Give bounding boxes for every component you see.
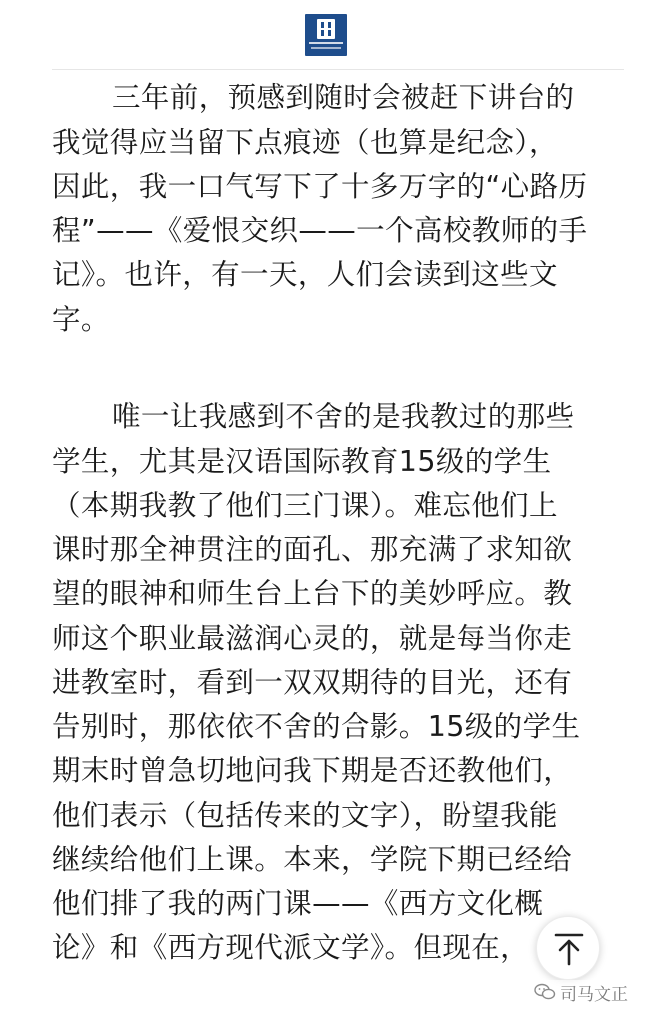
- paragraph-1-line-6: 字。: [52, 303, 110, 336]
- paragraph-2-line-6: 师这个职业最滋润心灵的，就是每当你走: [52, 622, 573, 655]
- paragraph-1-line-3: 因此，我一口气写下了十多万字的“心路历: [52, 170, 588, 203]
- paragraph-2-line-7: 进教室时，看到一双双期待的目光，还有: [52, 666, 573, 699]
- paragraph-2-line-5: 望的眼神和师生台上台下的美妙呼应。教: [52, 577, 573, 610]
- paragraph-2-line-13: 论》和《西方现代派文学》。但现在，: [52, 931, 530, 964]
- author-watermark: [534, 980, 628, 1004]
- paragraph-2-line-2: 学生，尤其是汉语国际教育15级的学生: [52, 445, 552, 478]
- paragraph-2-line-8: 告别时，那依依不舍的合影。15级的学生: [52, 710, 581, 743]
- paragraph-2-line-4: 课时那全神贯注的面孔、那充满了求知欲: [52, 533, 573, 566]
- watermark-text: 司马文正: [560, 984, 628, 1005]
- paragraph-1-line-2: 我觉得应当留下点痕迹（也算是纪念），: [52, 126, 558, 159]
- wechat-icon: [534, 983, 556, 1001]
- paragraph-2-line-12: 他们排了我的两门课——《西方文化概: [52, 887, 544, 920]
- paragraph-2-line-1: 唯一让我感到不舍的是我教过的那些: [112, 400, 575, 433]
- paragraph-1-line-1: 三年前，预感到随时会被赶下讲台的: [112, 81, 575, 114]
- paragraph-2-line-9: 期末时曾急切地问我下期是否还教他们，: [52, 754, 573, 787]
- scroll-to-top-button[interactable]: [536, 916, 600, 980]
- paragraph-2-line-11: 继续给他们上课。本来，学院下期已经给: [52, 843, 573, 876]
- paragraph-1-line-5: 记》。也许，有一天，人们会读到这些文: [52, 258, 558, 291]
- paragraph-1-line-4: 程”——《爱恨交织——一个高校教师的手: [52, 214, 588, 247]
- paragraph-2-line-10: 他们表示（包括传来的文字），盼望我能: [52, 799, 558, 832]
- arrow-up-icon: [554, 932, 584, 966]
- paragraph-2-line-3: （本期我教了他们三门课）。难忘他们上: [52, 489, 558, 522]
